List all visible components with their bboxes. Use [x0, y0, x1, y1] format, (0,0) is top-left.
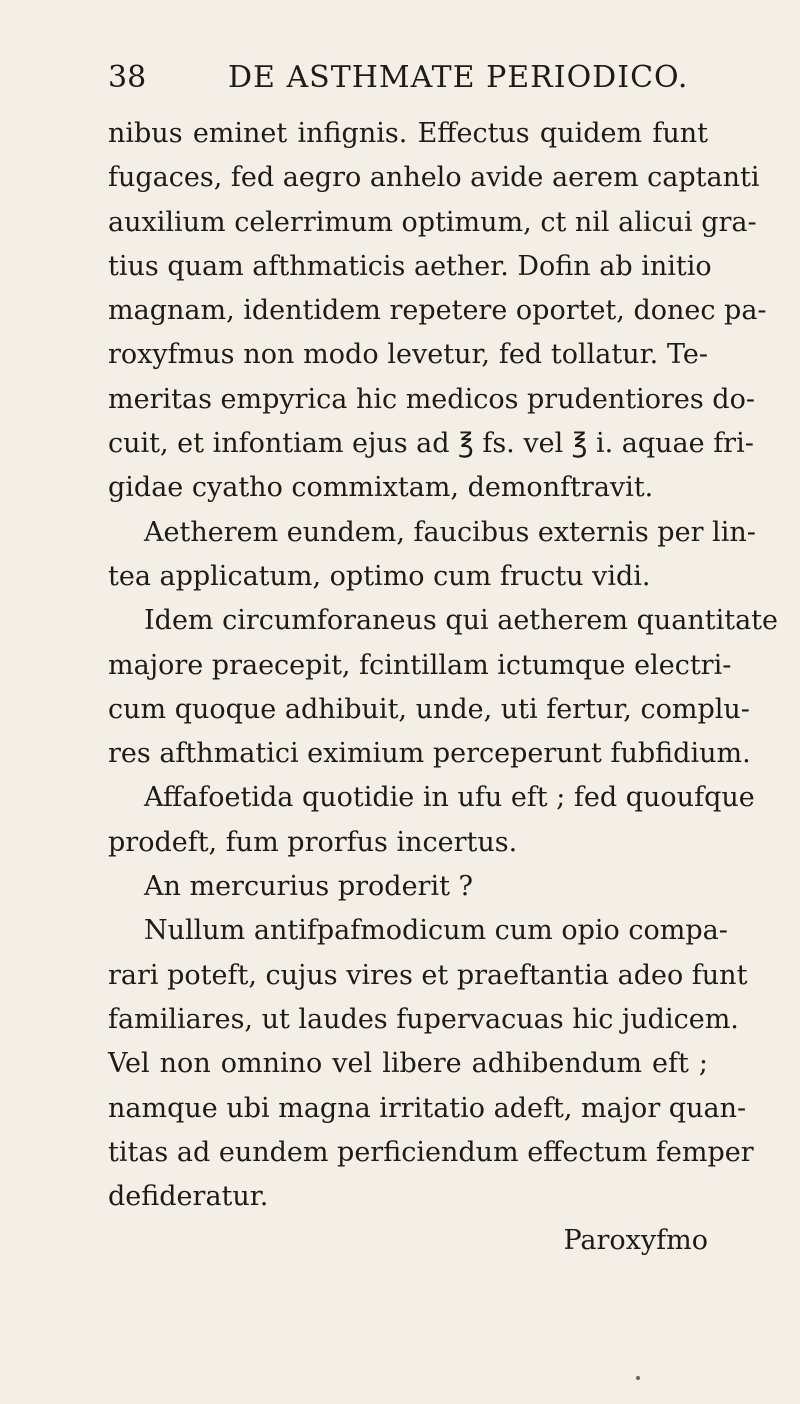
text-line: res afthmatici eximium perceperunt fubfidium. [108, 738, 751, 770]
text-line: roxyfmus non modo levetur, fed tollatur. Te- [108, 339, 708, 371]
page-header [108, 56, 708, 106]
text-line: Aetherem eundem, faucibus externis per lin- [144, 516, 756, 548]
text-line: prodeft, fum prorfus incertus. [108, 826, 518, 858]
text-line: auxilium celerrimum optimum, ct nil alicui gra- [108, 206, 757, 238]
ink-speck [636, 1376, 640, 1380]
catchword: Paroxyfmo [563, 1225, 708, 1257]
text-line: cuit, et infontiam ejus ad ℥ fs. vel ℥ i. aquae fri- [108, 428, 754, 460]
text-line: magnam, identidem repetere oportet, donec pa- [108, 295, 767, 327]
text-line: Idem circumforaneus qui aetherem quantitate [144, 605, 779, 637]
text-line: tius quam afthmaticis aether. Dofin ab initio [108, 250, 712, 282]
text-line: gidae cyatho commixtam, demonftravit. [108, 472, 654, 504]
running-title: DE ASTHMATE PERIODICO. [228, 60, 689, 95]
page-number: 38 [108, 60, 147, 95]
text-line: namque ubi magna irritatio adeft, major quan- [108, 1092, 747, 1124]
text-line: rari poteft, cujus vires et praeftantia adeo funt [108, 959, 748, 991]
text-line: Vel non omnino vel libere adhibendum eft ; [108, 1048, 708, 1080]
text-line: Nullum antifpafmodicum cum opio compa- [144, 915, 728, 947]
text-line: nibus eminet infignis. Effectus quidem funt [108, 118, 708, 149]
text-line: familiares, ut laudes fupervacuas hic judicem. [108, 1003, 739, 1035]
text-line: Affafoetida quotidie in ufu eft ; fed quoufque [144, 782, 755, 814]
text-line: An mercurius proderit ? [144, 871, 473, 903]
text-line: meritas empyrica hic medicos prudentiores do- [108, 383, 755, 415]
text-line: cum quoque adhibuit, unde, uti fertur, complu- [108, 693, 750, 725]
text-line: fugaces, fed aegro anhelo avide aerem captanti [108, 162, 760, 194]
text-line: majore praecepit, fcintillam ictumque electri- [108, 649, 732, 681]
body-text [108, 112, 779, 1264]
text-line: titas ad eundem perficiendum effectum femper [108, 1136, 754, 1168]
text-line: tea applicatum, optimo cum fructu vidi. [108, 560, 651, 592]
text-line: defideratur. [108, 1181, 269, 1213]
